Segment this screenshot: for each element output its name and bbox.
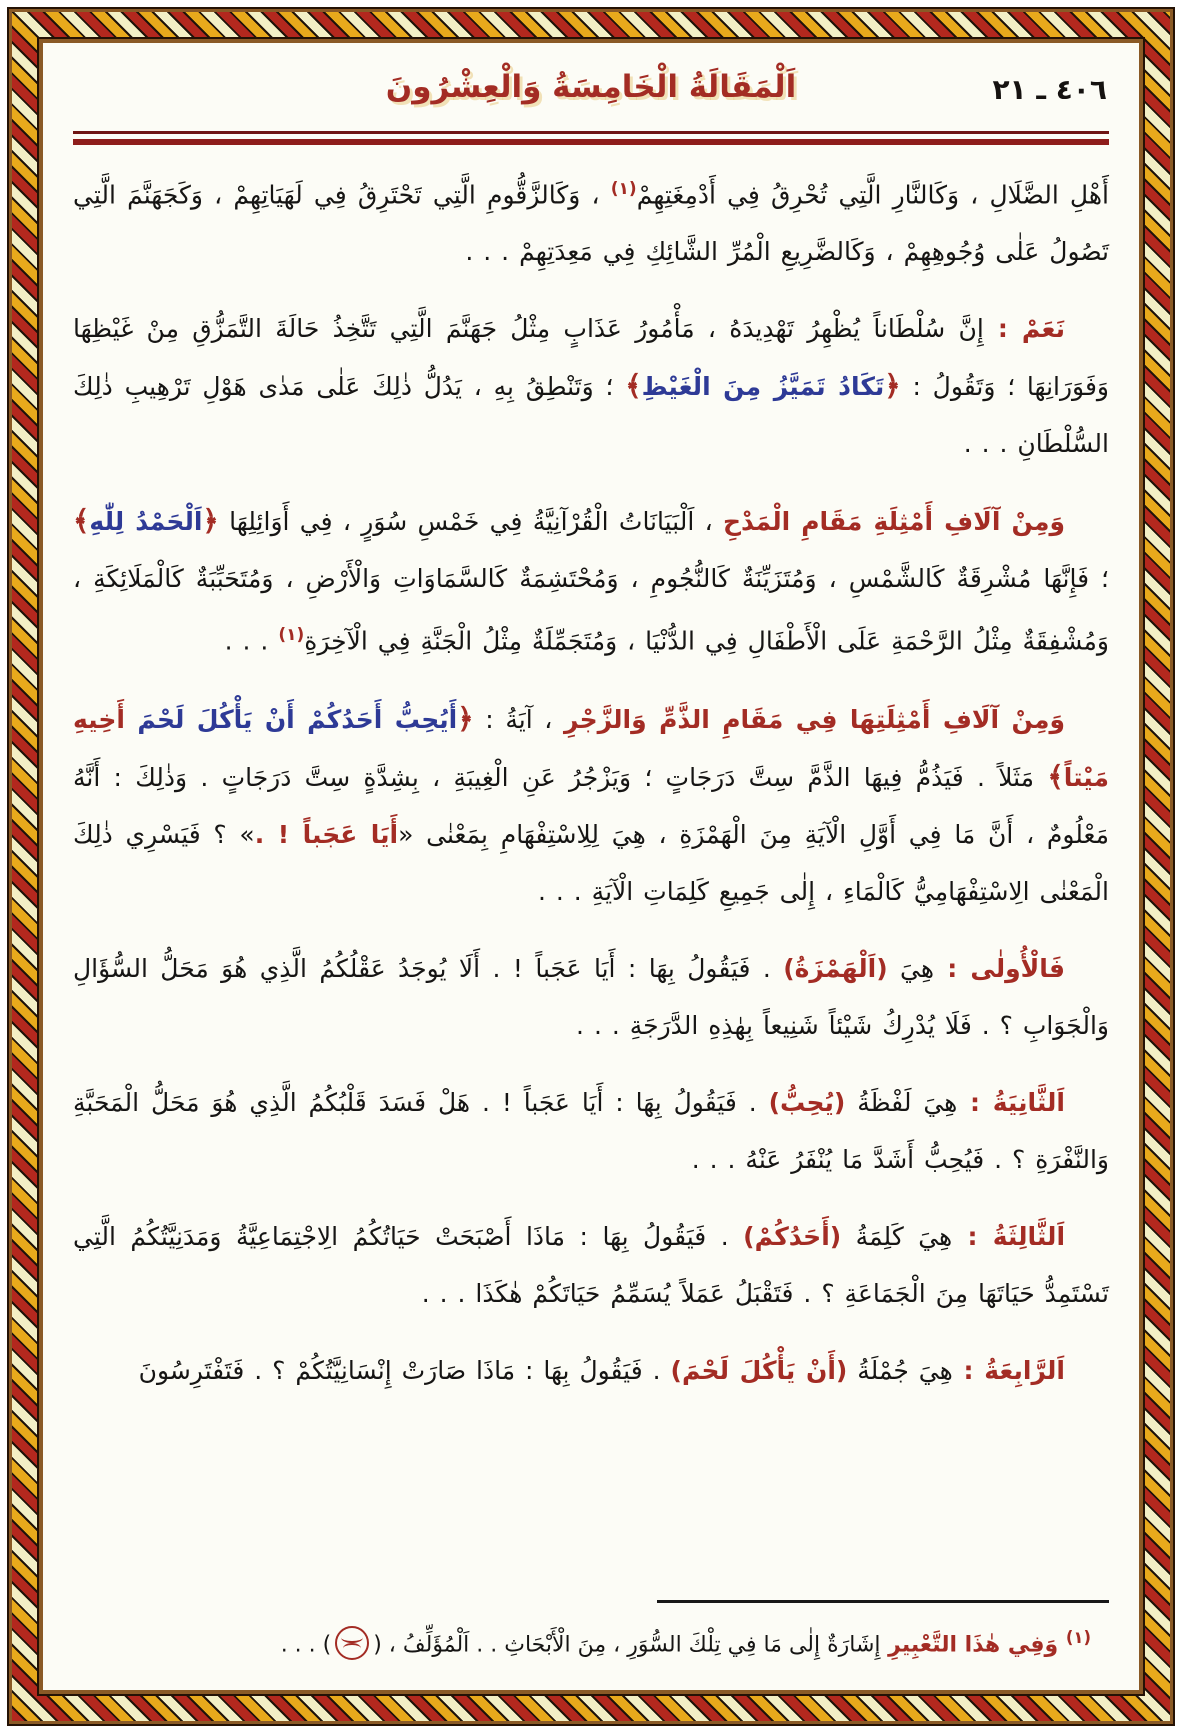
header-double-rule [73,131,1109,145]
text-segment: إِنَّ سُلْطَاناً يُظْهِرُ تَهْدِيدَهُ ، مَأْمُورُ عَذَابٍ مِثْلُ جَهَنَّمَ الَّتِي تَتَّخِذُ حَالَةَ التَّمَزُّقِ مِنْ غَيْظِهَا وَفَوَرَانِهَا ؛ وَتَقُولُ : [73,314,1109,402]
text-segment: » ؟ فَيَسْرِي ذٰلِكَ الْمَعْنٰى الِاسْتِفْهَامِيُّ كَالْمَاءِ ، إِلٰى جَمِيعِ كَلِمَاتِ الْآيَةِ . . . [73,819,1109,906]
page-number: ٤٠٦ ـ ٢١ [992,73,1107,106]
text-segment: (أَنْ يَأْكُلَ لَحْمَ) [670,1355,848,1385]
paragraph [73,1208,1109,1322]
text-segment: (١) [278,625,305,646]
text-segment: ؛ فَإِنَّهَا مُشْرِقَةٌ كَالشَّمْسِ ، وَمُتَزَيِّنَةٌ كَالنُّجُومِ ، وَمُحْتَشِمَةٌ كَالسَّمَاوَاتِ وَالْأَرْضِ ، وَمُتَحَبِّبَةٌ كَالْمَلَائِكَةِ ، وَمُشْفِقَةٌ مِثْلُ الرَّحْمَةِ عَلَى الْأَطْفَالِ فِي الدُّنْيَا ، وَمُتَجَمِّلَةٌ مِثْلُ الْجَنَّةِ فِي الْآخِرَةِ [73,564,1109,656]
text-segment: وَمِنْ آلَافِ أَمْثِلَتِهَا فِي مَقَامِ الذَّمِّ وَالزَّجْرِ [564,704,1065,734]
paragraph [73,690,1109,920]
text-segment: اَلثَّانِيَةُ : [957,1087,1066,1117]
text-segment: ﴾ [625,369,642,403]
text-segment: أَخِيهِ مَيْتاً [73,704,1109,792]
text-segment: (اَلْهَمْزَةُ) [783,953,888,983]
paragraph [73,161,1109,280]
text-segment: أَيُحِبُّ أَحَدُكُمْ أَنْ يَأْكُلَ لَحْمَ [124,704,458,734]
body-text [73,161,1109,1399]
text-segment: فَالْأُولٰى : [934,953,1065,983]
page-title: اَلْمَقَالَةُ الْخَامِسَةُ وَالْعِشْرُونَ [385,69,797,105]
text-segment: (يُحِبُّ) [768,1087,846,1117]
paragraph [73,940,1109,1054]
text-segment: . فَيَقُولُ بِهَا : مَاذَا صَارَتْ إِنْسَانِيَّتُكُمْ ؟ . فَتَفْتَرِسُونَ [138,1355,671,1385]
text-segment: هِيَ جُمْلَةُ [847,1355,953,1385]
footnote-area [73,1600,1109,1668]
text-segment: أَهْلِ الضَّلَالِ ، وَكَالنَّارِ الَّتِي تُحْرِقُ فِي أَدْمِغَتِهِمْ [636,180,1109,210]
text-segment: ﴾ [1047,759,1064,793]
text-segment: مَثَلاً . فَيَذُمُّ فِيهَا الذَّمَّ سِتَّ دَرَجَاتٍ ؛ وَيَزْجُرُ عَنِ الْغِيبَةِ ، بِشِدَّةٍ سِتَّ دَرَجَاتٍ . وَذٰلِكَ : أَنَّهُ مَعْلُومٌ ، أَنَّ مَا فِي أَوَّلِ الْآيَةِ مِنَ الْهَمْزَةِ ، هِيَ لِلِاسْتِفْهَامِ بِمَعْنٰى « [73,762,1110,849]
footnote-line [73,1617,1109,1666]
paragraph [73,1342,1109,1399]
ornamental-chain-border [9,9,1173,1724]
text-segment: اَلْحَمْدُ لِلّٰهِ [89,507,203,537]
text-segment: نَعَمْ : [983,314,1065,344]
text-segment: ، اَلْبَيَانَاتُ الْقُرْآنِيَّةُ فِي خَمْسِ سُوَرٍ ، فِي أَوَائِلِهَا [218,507,723,537]
text-segment: اَلثَّالِثَةُ : [952,1221,1066,1251]
text-segment: (١) [1065,1627,1091,1647]
text-segment: (١) [610,179,637,199]
text-segment: ﴿ [202,504,219,538]
text-segment: أَيَا عَجَباً ! . [254,819,399,849]
text-segment: . . . [224,626,279,656]
text-segment: هِيَ لَفْظَةُ [845,1087,958,1117]
text-segment: إِشَارَةٌ إِلٰى مَا فِي تِلْكَ السُّوَرِ ، مِنَ الْأَبْحَاثِ . . اَلْمُؤَلِّفُ ، ( [373,1632,881,1657]
paragraph [73,1074,1109,1188]
page-header [73,61,1109,125]
paragraph [73,300,1109,472]
text-segment: ﴿ [457,701,474,735]
text-segment: ؛ وَتَنْطِقُ بِهِ ، يَدُلُّ ذٰلِكَ عَلٰى مَدٰى هَوْلِ تَرْهِيبِ ذٰلِكَ السُّلْطَانِ . . . [73,372,1109,459]
text-segment: ﴾ [73,504,90,538]
text-segment: . فَيَقُولُ بِهَا : أَيَا عَجَباً ! . أَلَا يُوجَدُ عَقْلُكُمُ الَّذِي هُوَ مَحَلُّ السُّؤَالِ وَالْجَوَابِ ؟ . فَلَا يُدْرِكُ شَيْئاً شَنِيعاً بِهٰذِهِ الدَّرَجَةِ . . . [73,953,1109,1040]
text-segment: وَمِنْ آلَافِ أَمْثِلَةِ مَقَامِ الْمَدْحِ [722,507,1065,537]
page-content [39,39,1143,1694]
paragraph [73,492,1109,669]
text-segment: هِيَ [887,953,935,983]
footnote-separator [657,1600,1109,1603]
text-segment: ) . . . [280,1632,332,1657]
text-segment: هِيَ كَلِمَةُ [841,1221,953,1251]
text-segment: . فَيَقُولُ بِهَا : مَاذَا أَصْبَحَتْ حَيَاتُكُمُ الِاجْتِمَاعِيَّةُ وَمَدَنِيَّتُكُمُ الَّتِي تَسْتَمِدُّ حَيَاتَهَا مِنَ الْجَمَاعَةِ ؟ . فَتَقْبَلُ عَمَلاً يُسَمِّمُ حَيَاتَكُمْ هٰكَذَا . . . [73,1221,1109,1308]
text-segment: وَفِي هٰذَا التَّعْبِيرِ [880,1632,1066,1657]
text-segment: تَكَادُ تَمَيَّزُ مِنَ الْغَيْظِ [641,372,885,402]
text-segment: . فَيَقُولُ بِهَا : أَيَا عَجَباً ! . هَلْ فَسَدَ قَلْبُكُمُ الَّذِي هُوَ مَحَلُّ الْمَحَبَّةِ وَالنَّفْرَةِ ؟ . فَيُحِبُّ أَشَدَّ مَا يُنْفَرُ عَنْهُ . . . [73,1087,1109,1174]
author-seal-icon [335,1626,369,1660]
text-segment: (أَحَدُكُمْ) [743,1221,842,1251]
text-segment: ﴿ [884,369,901,403]
text-segment: اَلرَّابِعَةُ : [952,1355,1065,1385]
text-segment: ، آيَةُ : [473,704,565,734]
text-segment: ، وَكَالزَّقُّومِ الَّتِي تَحْتَرِقُ فِي لَهَيَاتِهِمْ ، وَكَجَهَنَّمَ الَّتِي تَصُولُ عَلٰى وُجُوهِهِمْ ، وَكَالضَّرِيعِ الْمُرِّ الشَّائِكِ فِي مَعِدَتِهِمْ . . . [73,180,1109,267]
